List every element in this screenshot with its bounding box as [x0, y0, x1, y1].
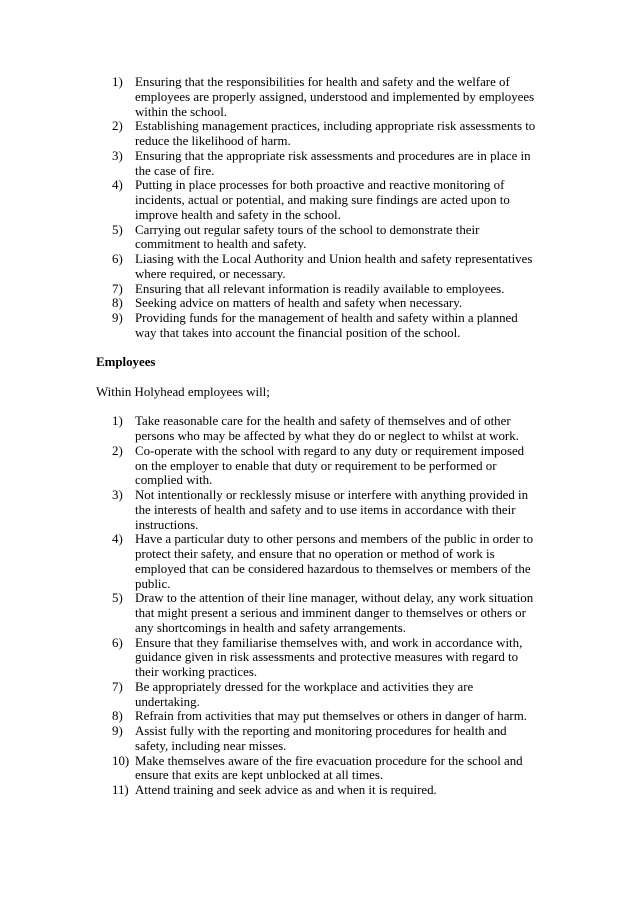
document-content — [96, 75, 540, 798]
section-heading-employees: Employees — [96, 355, 156, 370]
list-item — [96, 488, 540, 532]
list-item — [96, 636, 540, 680]
list-item — [96, 252, 540, 282]
list-item-number: 9) — [112, 724, 123, 738]
list-item-number: 8) — [112, 709, 123, 724]
list-item — [96, 296, 540, 311]
list-item — [96, 591, 540, 635]
list-item-number: 10) — [112, 753, 130, 768]
list-item-text: Ensuring that the appropriate risk assessments and procedures are in place in the case of fire. — [135, 148, 531, 178]
list-item-text: Attend training and seek advice as and when it is required. — [135, 783, 437, 797]
list-item-text: Assist fully with the reporting and monitoring procedures for health and safety, including near misses. — [135, 724, 507, 753]
list-item-number: 7) — [112, 679, 123, 694]
list-item-number: 2) — [112, 119, 123, 134]
list-item-text: Liasing with the Local Authority and Union health and safety representatives where required, or necessary. — [135, 252, 533, 281]
intro-paragraph: Within Holyhead employees will; — [96, 384, 270, 399]
list-item-number: 4) — [112, 532, 123, 547]
list-item-number: 5) — [112, 222, 123, 237]
list-item — [96, 680, 540, 710]
list-item-text: Providing funds for the management of health and safety within a planned way that takes into account the financial position of the school. — [135, 311, 518, 340]
responsibilities-list — [96, 75, 540, 341]
list-item — [96, 783, 540, 798]
list-item-text: Putting in place processes for both proactive and reactive monitoring of incidents, actual or potential, and making sure findings are acted upon to improve health and safety in the school. — [135, 178, 510, 222]
list-item — [96, 444, 540, 488]
list-item — [96, 119, 540, 149]
list-item-number: 6) — [112, 635, 123, 650]
list-item — [96, 724, 540, 754]
list-item-text: Refrain from activities that may put themselves or others in danger of harm. — [135, 709, 527, 724]
list-item — [96, 75, 540, 119]
list-item-text: Make themselves aware of the fire evacuation procedure for the school and ensure that exits are kept unblocked at all times. — [135, 753, 523, 783]
list-item-text: Have a particular duty to other persons and members of the public in order to protect their safety, and ensure that no operation or method of work is employed that can be considered hazardous to themselves or members of the public. — [135, 532, 534, 591]
list-item-text: Be appropriately dressed for the workplace and activities they are undertaking. — [135, 679, 474, 709]
list-item — [96, 282, 540, 297]
list-item-text: Draw to the attention of their line manager, without delay, any work situation that might present a serious and imminent danger to themselves or others or any shortcomings in health and safety arrangements. — [135, 591, 534, 635]
list-item-number: 3) — [112, 488, 123, 502]
list-item-number: 1) — [112, 75, 123, 89]
list-item — [96, 149, 540, 179]
list-item — [96, 414, 540, 444]
list-item-text: Co-operate with the school with regard to any duty or requirement imposed on the employer to enable that duty or requirement to be performed or complied with. — [135, 443, 525, 488]
list-item-text: Establishing management practices, including appropriate risk assessments to reduce the likelihood of harm. — [135, 119, 536, 148]
list-item-number: 3) — [112, 148, 123, 163]
list-item — [96, 311, 540, 341]
list-item-number: 7) — [112, 281, 123, 296]
list-item-text: Ensuring that the responsibilities for health and safety and the welfare of employees are properly assigned, understood and implemented by employees within the school. — [135, 75, 535, 119]
list-item — [96, 532, 540, 591]
list-item-text: Ensure that they familiarise themselves with, and work in accordance with, guidance given in risk assessments and protective measures with regard to their working practices. — [135, 635, 523, 679]
list-item-text: Ensuring that all relevant information is readily available to employees. — [135, 281, 505, 296]
list-item-number: 11) — [112, 783, 129, 797]
list-item-text: Carrying out regular safety tours of the school to demonstrate their commitment to health and safety. — [135, 222, 480, 252]
list-item-number: 8) — [112, 296, 123, 311]
list-item-number: 4) — [112, 178, 123, 193]
list-item — [96, 709, 540, 724]
employees-list — [96, 414, 540, 798]
list-item-text: Take reasonable care for the health and safety of themselves and of other persons who may be affected by what they do or neglect to whilst at work. — [135, 414, 519, 443]
list-item-number: 6) — [112, 252, 123, 266]
list-item — [96, 754, 540, 784]
list-item-text: Seeking advice on matters of health and safety when necessary. — [135, 296, 463, 311]
list-item — [96, 178, 540, 222]
list-item-number: 2) — [112, 443, 123, 458]
list-item-text: Not intentionally or recklessly misuse or interfere with anything provided in the interests of health and safety and to use items in accordance with their instructions. — [135, 488, 529, 532]
list-item-number: 5) — [112, 591, 123, 606]
list-item — [96, 223, 540, 253]
list-item-number: 9) — [112, 311, 123, 325]
list-item-number: 1) — [112, 414, 123, 429]
